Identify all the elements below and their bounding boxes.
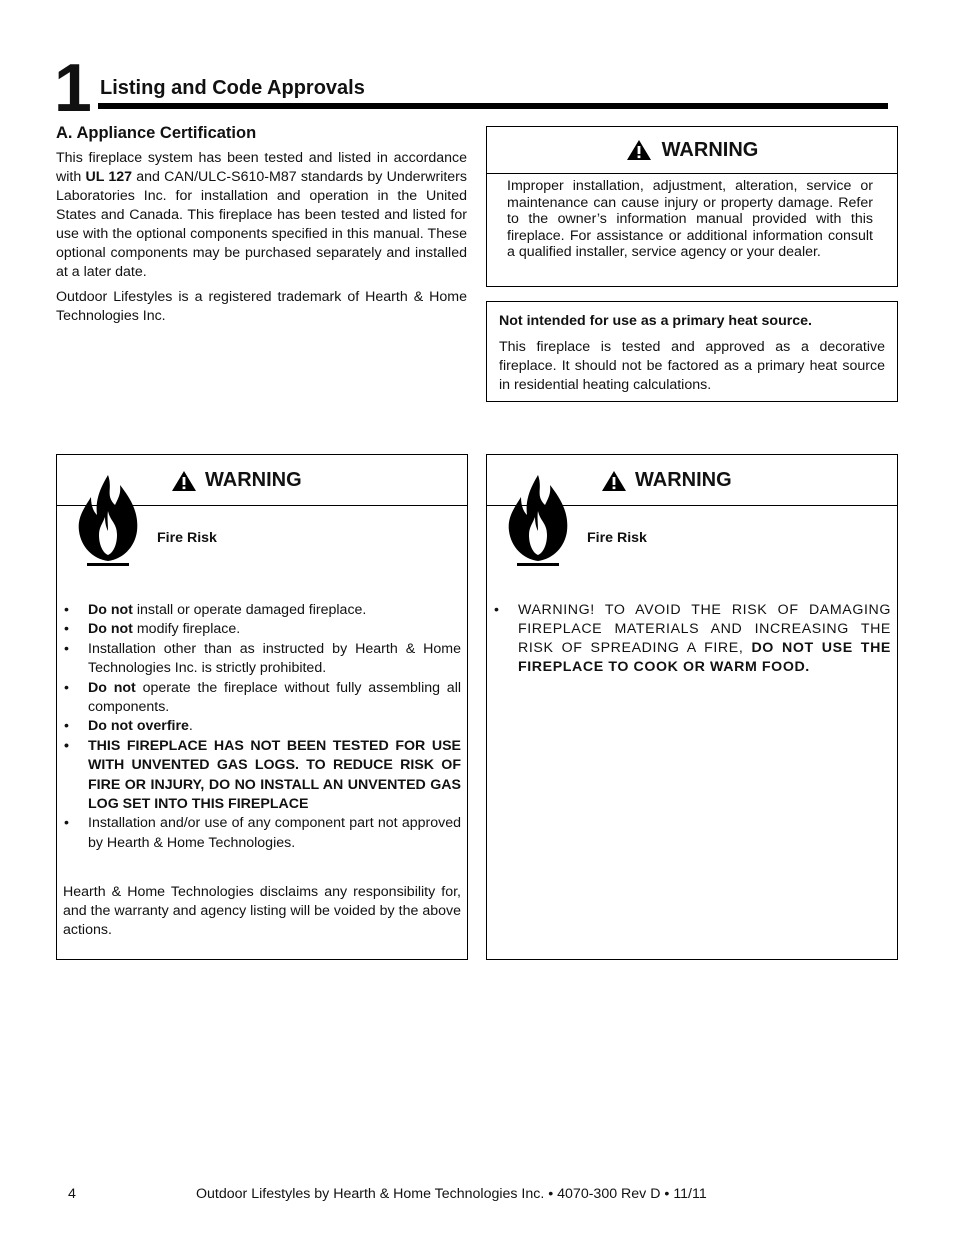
list-item (493, 601, 891, 677)
cooking-warning (493, 601, 891, 677)
section-title: Listing and Code Approvals (100, 77, 365, 99)
item-emphasis: DO NOT USE THE FIREPLACE TO COOK OR WARM FOOD. (518, 640, 891, 675)
list-item (63, 679, 461, 718)
warning-label: WARNING (205, 469, 302, 491)
warning-triangle-icon (601, 470, 627, 492)
item-emphasis: THIS FIREPLACE HAS NOT BEEN TESTED FOR USE WITH UNVENTED GAS LOGS. TO REDUCE RISK OF FIRE OR INJURY, DO NO INSTALL AN UNVENTED GAS LOG SET INTO THIS FIREPLACE (88, 737, 461, 813)
certification-heading: A. Appliance Certification (56, 124, 257, 142)
item-text: modify fireplace. (132, 621, 241, 638)
item-text: Installation and/or use of any component part not approved by Hearth & Home Technologies. (88, 815, 461, 851)
fire-warning-box-left (56, 454, 468, 960)
fire-warning-list (63, 601, 461, 853)
bullet: • (64, 718, 69, 735)
item-emphasis: Do not (88, 679, 136, 696)
disclaimer-text: Hearth & Home Technologies disclaims any responsibility for, and the warranty and agency listing will be voided by the above actions. (63, 884, 461, 938)
list-item (63, 717, 461, 736)
item-text: WARNING! TO AVOID THE RISK OF DAMAGING FIREPLACE MATERIALS AND INCREASING THE RISK OF SPREADING A FIRE, (518, 602, 891, 656)
warning-box (486, 126, 898, 287)
warning-label: WARNING (635, 469, 732, 491)
bullet: • (494, 602, 500, 618)
item-text: . (188, 718, 193, 735)
item-text: operate the fireplace without fully assembling all components. (88, 679, 461, 716)
item-emphasis: Do not (88, 602, 133, 618)
item-text: install or operate damaged fireplace. (132, 602, 367, 618)
page-number: 4 (68, 1186, 76, 1202)
item-emphasis: Do not overfire (88, 718, 189, 735)
warning-text: Improper installation, adjustment, alteration, service or maintenance can cause injury or property damage. Refer to the owner’s information manual provided with this fireplace. For assistance or additional information consult a qualified installer, service agency or your dealer. (507, 178, 873, 260)
flame-icon (505, 473, 571, 569)
warning-triangle-icon (171, 470, 197, 492)
certification-paragraph (56, 149, 467, 282)
bullet: • (64, 679, 69, 696)
list-item (63, 814, 461, 853)
list-item (63, 640, 461, 679)
para1-end: and CAN/ULC-S610-M87 standards by Underwriters Laboratories Inc. for installation and operation in the United States and Canada. This fireplace has been tested and listed for use with the optional components specified in this manual. These optional components may be purchased separately and installed at a later date. (56, 169, 468, 280)
heat-source-title: Not intended for use as a primary heat source. (499, 313, 812, 329)
bullet: • (64, 621, 69, 638)
item-emphasis: Do not (88, 621, 133, 638)
bullet: • (64, 602, 69, 618)
bullet: • (64, 737, 69, 754)
bullet: • (64, 640, 69, 657)
item-text: Installation other than as instructed by Hearth & Home Technologies Inc. is strictly prohibited. (88, 640, 461, 677)
flame-icon (75, 473, 141, 569)
section-rule (98, 103, 888, 109)
fire-warning-box-right (486, 454, 898, 960)
heat-source-text: This fireplace is tested and approved as a decorative fireplace. It should not be factored as a primary heat source in residential heating calculations. (499, 339, 885, 393)
list-item (63, 737, 461, 815)
list-item (63, 620, 461, 639)
list-item (63, 601, 461, 620)
fire-risk-label: Fire Risk (587, 530, 647, 546)
warning-box-header (487, 127, 897, 174)
heat-source-box (486, 301, 898, 402)
warning-triangle-icon (626, 139, 652, 161)
fire-risk-label: Fire Risk (157, 530, 217, 546)
footer-text: Outdoor Lifestyles by Hearth & Home Technologies Inc. • 4070-300 Rev D • 11/11 (196, 1186, 707, 1202)
bullet: • (64, 815, 69, 832)
section-number: 1 (54, 50, 90, 126)
warning-label: WARNING (661, 138, 759, 161)
trademark-paragraph: Outdoor Lifestyles is a registered trademark of Hearth & Home Technologies Inc. (56, 289, 467, 324)
para1-start: This fireplace system has been tested and listed in accordance with (56, 150, 467, 185)
ul127-standard: UL 127 (85, 169, 133, 185)
